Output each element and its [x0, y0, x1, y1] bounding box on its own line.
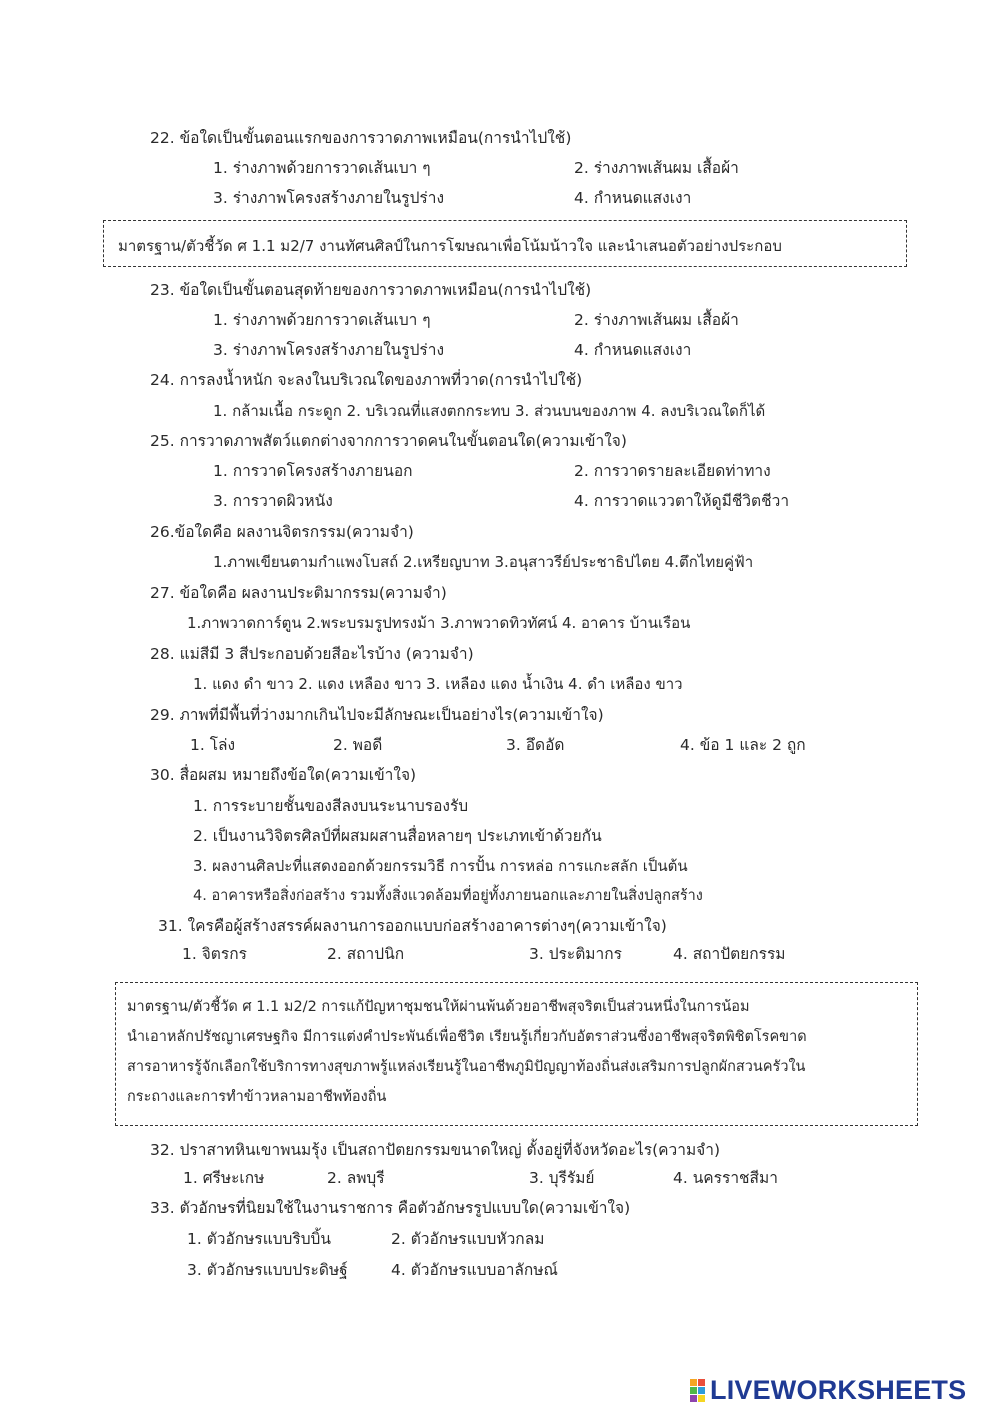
q23-option-3[interactable]: 3. ร่างภาพโครงสร้างภายในรูปร่าง [213, 341, 445, 359]
q32-option-3[interactable]: 3. บุรีรัมย์ [529, 1169, 595, 1187]
standard-2-line-1: มาตรฐาน/ตัวชี้วัด ศ 1.1 ม2/2 การแก้ปัญหาชุมชนให้ผ่านพ้นด้วยอาชีพสุจริตเป็นส่วนหนึ่งในการน้อม [127, 999, 750, 1015]
q29-option-3[interactable]: 3. อึดอัด [506, 736, 565, 754]
q29-option-2[interactable]: 2. พอดี [333, 736, 383, 754]
standard-2-line-4: กระถางและการทำข้าวหลามอาชีพท้องถิ่น [127, 1089, 387, 1105]
q31-option-2[interactable]: 2. สถาปนิก [327, 945, 405, 963]
q31-option-1[interactable]: 1. จิตรกร [182, 945, 247, 963]
q33-question: 33. ตัวอักษรที่นิยมใช้ในงานราชการ คือตัวอักษรรูปแบบใด(ความเข้าใจ) [150, 1199, 631, 1217]
liveworksheets-wordmark: LIVEWORKSHEETS [710, 1375, 967, 1405]
q26-question: 26.ข้อใดคือ ผลงานจิตรกรรม(ความจำ) [150, 523, 414, 541]
q29-option-1[interactable]: 1. โล่ง [190, 736, 236, 754]
standard-2-line-3: สารอาหารรู้จักเลือกใช้บริการทางสุขภาพรู้แหล่งเรียนรู้ในอาชีพภูมิปัญญาท้องถิ่นส่งเสริมการปลูกผักสวนครัวใน [127, 1059, 806, 1075]
q31-option-4[interactable]: 4. สถาปัตยกรรม [673, 945, 786, 963]
q30-option-3[interactable]: 3. ผลงานศิลปะที่แสดงออกด้วยกรรมวิธี การปั้น การหล่อ การแกะสลัก เป็นต้น [193, 857, 688, 875]
liveworksheets-mark-icon [690, 1379, 706, 1401]
q27-question: 27. ข้อใดคือ ผลงานประติมากรรม(ความจำ) [150, 584, 447, 602]
q28-options[interactable]: 1. แดง ดำ ขาว 2. แดง เหลือง ขาว 3. เหลือง แดง น้ำเงิน 4. ดำ เหลือง ขาว [193, 675, 683, 693]
q30-option-1[interactable]: 1. การระบายชั้นของสีลงบนระนาบรองรับ [193, 797, 469, 815]
q32-question: 32. ปราสาทหินเขาพนมรุ้ง เป็นสถาปัตยกรรมขนาดใหญ่ ตั้งอยู่ที่จังหวัดอะไร(ความจำ) [150, 1141, 720, 1159]
q30-option-4[interactable]: 4. อาคารหรือสิ่งก่อสร้าง รวมทั้งสิ่งแวดล้อมที่อยู่ทั้งภายนอกและภายในสิ่งปลูกสร้าง [193, 888, 703, 904]
q25-option-3[interactable]: 3. การวาดผิวหนัง [213, 492, 333, 510]
q24-question: 24. การลงน้ำหนัก จะลงในบริเวณใดของภาพที่วาด(การนำไปใช้) [150, 371, 583, 389]
q29-question: 29. ภาพที่มีพื้นที่ว่างมากเกินไปจะมีลักษณะเป็นอย่างไร(ความเข้าใจ) [150, 706, 604, 724]
q33-option-3[interactable]: 3. ตัวอักษรแบบประดิษฐ์ [187, 1261, 348, 1279]
q30-option-2[interactable]: 2. เป็นงานวิจิตรศิลป์ที่ผสมผสานสื่อหลายๆ ประเภทเข้าด้วยกัน [193, 827, 602, 845]
q25-option-1[interactable]: 1. การวาดโครงสร้างภายนอก [213, 462, 413, 480]
q25-option-2[interactable]: 2. การวาดรายละเอียดท่าทาง [574, 462, 771, 480]
q22-option-3[interactable]: 3. ร่างภาพโครงสร้างภายในรูปร่าง [213, 189, 445, 207]
q24-options[interactable]: 1. กล้ามเนื้อ กระดูก 2. บริเวณที่แสงตกกระทบ 3. ส่วนบนของภาพ 4. ลงบริเวณใดก็ได้ [213, 402, 766, 420]
q26-options[interactable]: 1.ภาพเขียนตามกำแพงโบสถ์ 2.เหรียญบาท 3.อนุสาวรีย์ประชาธิปไตย 4.ตึกไทยคู่ฟ้า [213, 553, 754, 571]
q25-option-4[interactable]: 4. การวาดแววตาให้ดูมีชีวิตชีวา [574, 492, 790, 510]
q25-question: 25. การวาดภาพสัตว์แตกต่างจากการวาดคนในขั้นตอนใด(ความเข้าใจ) [150, 432, 627, 450]
q30-question: 30. สื่อผสม หมายถึงข้อใด(ความเข้าใจ) [150, 766, 417, 784]
q32-option-1[interactable]: 1. ศรีษะเกษ [183, 1169, 265, 1187]
q27-options[interactable]: 1.ภาพวาดการ์ตูน 2.พระบรมรูปทรงม้า 3.ภาพวาดทิวทัศน์ 4. อาคาร บ้านเรือน [187, 614, 691, 632]
liveworksheets-logo[interactable] [690, 1376, 990, 1404]
q31-option-3[interactable]: 3. ประติมากร [529, 945, 622, 963]
q23-question: 23. ข้อใดเป็นขั้นตอนสุดท้ายของการวาดภาพเหมือน(การนำไปใช้) [150, 281, 592, 299]
q22-option-2[interactable]: 2. ร่างภาพเส้นผม เสื้อผ้า [574, 159, 739, 177]
q23-option-4[interactable]: 4. กำหนดแสงเงา [574, 341, 692, 359]
q22-option-4[interactable]: 4. กำหนดแสงเงา [574, 189, 692, 207]
standard-2-line-2: นำเอาหลักปรัชญาเศรษฐกิจ มีการแต่งคำประพันธ์เพื่อชีวิต เรียนรู้เกี่ยวกับอัตราส่วนซึ่งอาชีพสุจริตพิชิตโรคขาด [127, 1029, 807, 1045]
q31-question: 31. ใครคือผู้สร้างสรรค์ผลงานการออกแบบก่อสร้างอาคารต่างๆ(ความเข้าใจ) [158, 917, 667, 935]
q23-option-2[interactable]: 2. ร่างภาพเส้นผม เสื้อผ้า [574, 311, 739, 329]
q28-question: 28. แม่สีมี 3 สีประกอบด้วยสีอะไรบ้าง (ความจำ) [150, 645, 474, 663]
q33-option-4[interactable]: 4. ตัวอักษรแบบอาลักษณ์ [391, 1261, 558, 1279]
q29-option-4[interactable]: 4. ข้อ 1 และ 2 ถูก [680, 736, 806, 754]
q33-option-1[interactable]: 1. ตัวอักษรแบบริบบิ้น [187, 1230, 331, 1248]
standard-1-text: มาตรฐาน/ตัวชี้วัด ศ 1.1 ม2/7 งานทัศนศิลป์ในการโฆษณาเพื่อโน้มน้าวใจ และนำเสนอตัวอย่างประกอบ [118, 237, 782, 255]
q32-option-2[interactable]: 2. ลพบุรี [327, 1169, 385, 1187]
q22-question: 22. ข้อใดเป็นขั้นตอนแรกของการวาดภาพเหมือน(การนำไปใช้) [150, 129, 572, 147]
q32-option-4[interactable]: 4. นครราชสีมา [673, 1169, 778, 1187]
q23-option-1[interactable]: 1. ร่างภาพด้วยการวาดเส้นเบา ๆ [213, 311, 431, 329]
q22-option-1[interactable]: 1. ร่างภาพด้วยการวาดเส้นเบา ๆ [213, 159, 431, 177]
q33-option-2[interactable]: 2. ตัวอักษรแบบหัวกลม [391, 1230, 545, 1248]
